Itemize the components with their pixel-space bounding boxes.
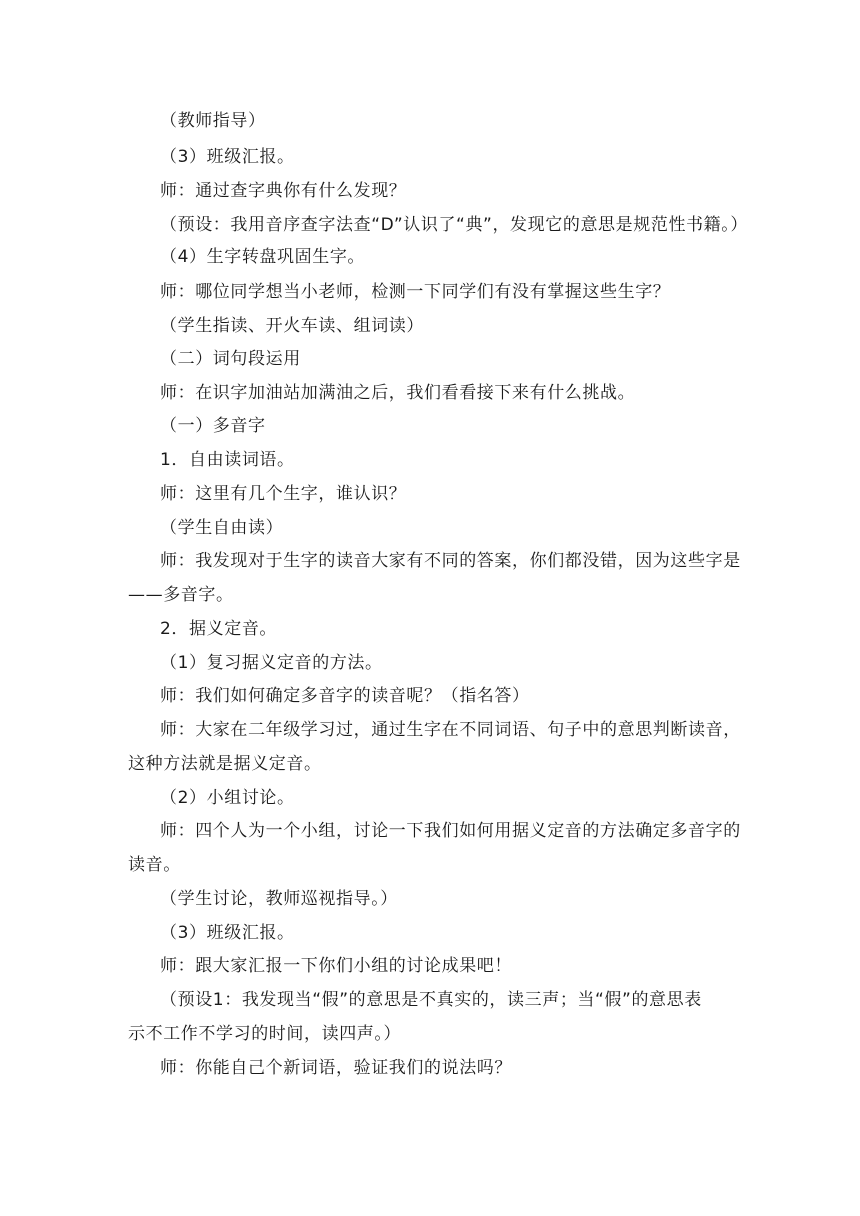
text-line: （2）小组讨论。 — [160, 788, 295, 808]
section-heading: （一）多音字 — [160, 416, 266, 436]
text-line: 示不工作不学习的时间，读四声。） — [128, 1024, 402, 1044]
text-line: 师：通过查字典你有什么发现？ — [160, 181, 407, 201]
text-line: （教师指导） — [160, 111, 266, 131]
text-line: （预设：我用音序查字法查“D”认识了“典”，发现它的意思是规范性书籍。） — [160, 215, 748, 235]
text-line: 2．据义定音。 — [160, 619, 278, 639]
text-line: 师：我发现对于生字的读音大家有不同的答案，你们都没错，因为这些字是 — [160, 551, 741, 571]
text-line: 师：哪位同学想当小老师，检测一下同学们有没有掌握这些生字？ — [160, 282, 671, 302]
text-line: ——多音字。 — [128, 585, 234, 605]
text-line: （4）生字转盘巩固生字。 — [160, 247, 366, 267]
text-line: （学生指读、开火车读、组词读） — [160, 316, 424, 336]
text-line: 师：我们如何确定多音字的读音呢？（指名答） — [160, 686, 530, 706]
text-line: 师：你能自己个新词语，验证我们的说法吗？ — [160, 1058, 512, 1078]
text-line: 这种方法就是据义定音。 — [128, 754, 322, 774]
text-line: （1）复习据义定音的方法。 — [160, 653, 383, 673]
text-line: （学生讨论，教师巡视指导。） — [160, 889, 398, 909]
text-line: 师：在识字加油站加满油之后，我们看看接下来有什么挑战。 — [160, 383, 636, 403]
text-line: （学生自由读） — [160, 518, 284, 538]
text-line: 1．自由读词语。 — [160, 450, 295, 470]
text-line: 读音。 — [128, 855, 181, 875]
text-line: （3）班级汇报。 — [160, 923, 295, 943]
text-line: （3）班级汇报。 — [160, 147, 295, 167]
section-heading: （二）词句段运用 — [160, 349, 301, 369]
text-line: 师：这里有几个生字，谁认识？ — [160, 484, 407, 504]
text-line: 师：大家在二年级学习过，通过生字在不同词语、句子中的意思判断读音， — [160, 720, 741, 740]
text-line: （预设1：我发现当“假”的意思是不真实的，读三声；当“假”的意思表 — [160, 990, 702, 1010]
text-line: 师：四个人为一个小组，讨论一下我们如何用据义定音的方法确定多音字的 — [160, 821, 741, 841]
text-line: 师：跟大家汇报一下你们小组的讨论成果吧！ — [160, 956, 512, 976]
